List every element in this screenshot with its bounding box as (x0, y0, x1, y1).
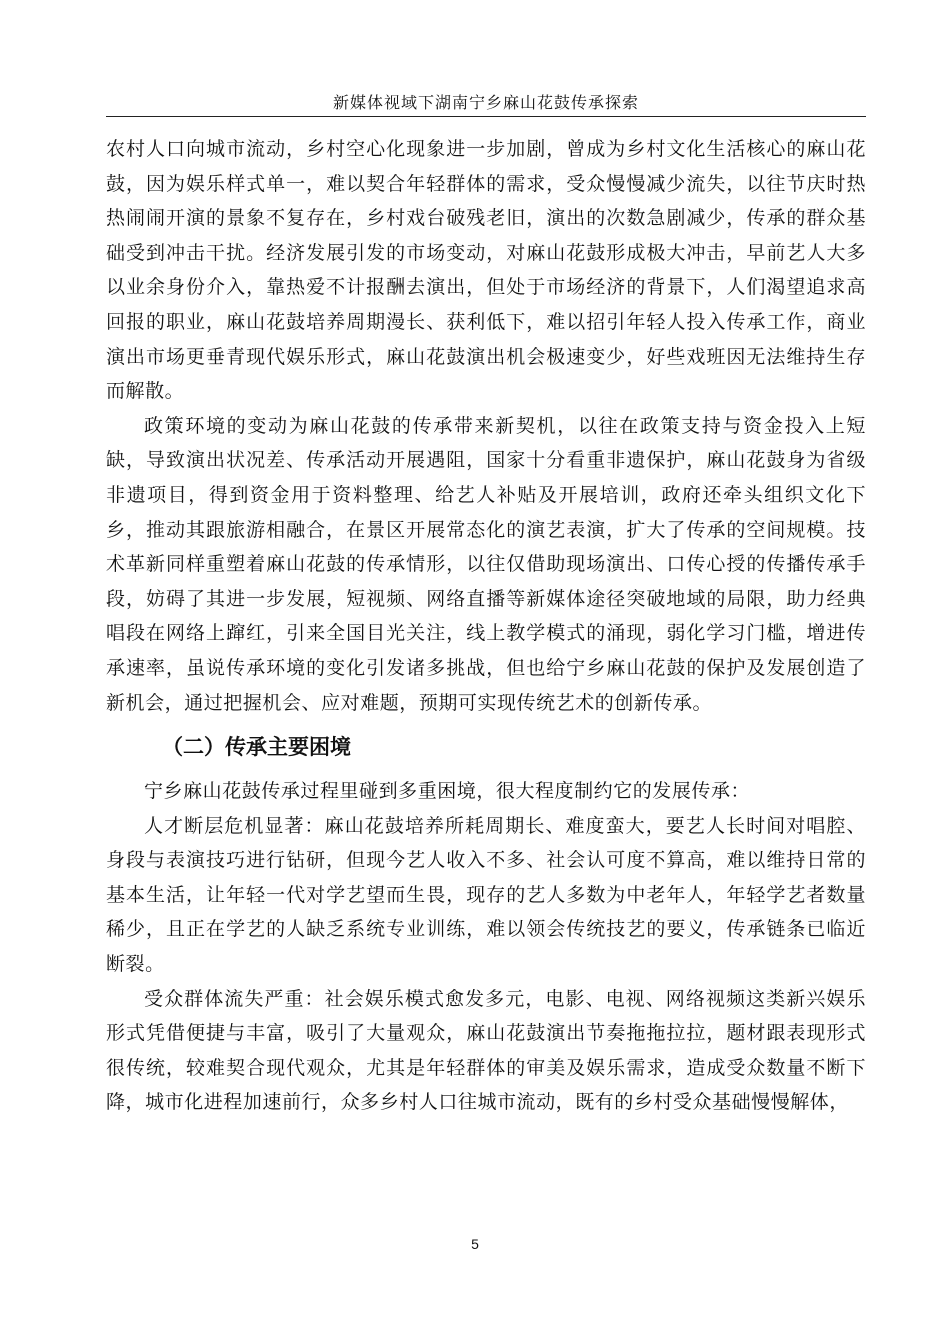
paragraph-4: 人才断层危机显著：麻山花鼓培养所耗周期长、难度蛮大，要艺人长时间对唱腔、身段与表演技巧进行钻研，但现今艺人收入不多、社会认可度不算高，难以维持日常的基本生活，让年轻一代对学艺望而生畏，现存的艺人多数为中老年人，年轻学艺者数量稀少，且正在学艺的人缺乏系统专业训练，难以领会传统技艺的要义，传承链条已临近断裂。 (106, 814, 866, 976)
header-divider (106, 116, 866, 117)
paragraph-1: 农村人口向城市流动，乡村空心化现象进一步加剧，曾成为乡村文化生活核心的麻山花鼓，因为娱乐样式单一，难以契合年轻群体的需求，受众慢慢减少流失，以往节庆时热热闹闹开演的景象不复存在，乡村戏台破残老旧，演出的次数急剧减少，传承的群众基础受到冲击干扰。经济发展引发的市场变动，对麻山花鼓形成极大冲击，早前艺人大多以业余身份介入，靠热爱不计报酬去演出，但处于市场经济的背景下，人们渴望追求高回报的职业，麻山花鼓培养周期漫长、获利低下，难以招引年轻人投入传承工作，商业演出市场更垂青现代娱乐形式，麻山花鼓演出机会极速变少，好些戏班因无法维持生存而解散。 (106, 138, 866, 403)
section-heading: （二）传承主要困境 (162, 735, 351, 760)
document-body (106, 132, 866, 1120)
paragraph-5: 受众群体流失严重：社会娱乐模式愈发多元，电影、电视、网络视频这类新兴娱乐形式凭借便捷与丰富，吸引了大量观众，麻山花鼓演出节奏拖拖拉拉，题材跟表现形式很传统，较难契合现代观众，尤其是年轻群体的审美及娱乐需求，造成受众数量不断下降，城市化进程加速前行，众多乡村人口往城市流动，既有的乡村受众基础慢慢解体， (106, 987, 866, 1114)
paragraph-2: 政策环境的变动为麻山花鼓的传承带来新契机，以往在政策支持与资金投入上短缺，导致演出状况差、传承活动开展遇阻，国家十分看重非遗保护，麻山花鼓身为省级非遗项目，得到资金用于资料整理、给艺人补贴及开展培训，政府还牵头组织文化下乡，推动其跟旅游相融合，在景区开展常态化的演艺表演，扩大了传承的空间规模。技术革新同样重塑着麻山花鼓的传承情形，以往仅借助现场演出、口传心授的传播传承手段，妨碍了其进一步发展，短视频、网络直播等新媒体途径突破地域的局限，助力经典唱段在网络上蹿红，引来全国目光关注，线上教学模式的涌现，弱化学习门槛，增进传承速率，虽说传承环境的变化引发诸多挑战，但也给宁乡麻山花鼓的保护及发展创造了新机会，通过把握机会、应对难题，预期可实现传统艺术的创新传承。 (106, 414, 866, 714)
paragraph-3: 宁乡麻山花鼓传承过程里碰到多重困境，很大程度制约它的发展传承： (144, 780, 751, 803)
page-number: 5 (471, 1236, 479, 1252)
running-header-title: 新媒体视域下湖南宁乡麻山花鼓传承探索 (332, 93, 639, 112)
